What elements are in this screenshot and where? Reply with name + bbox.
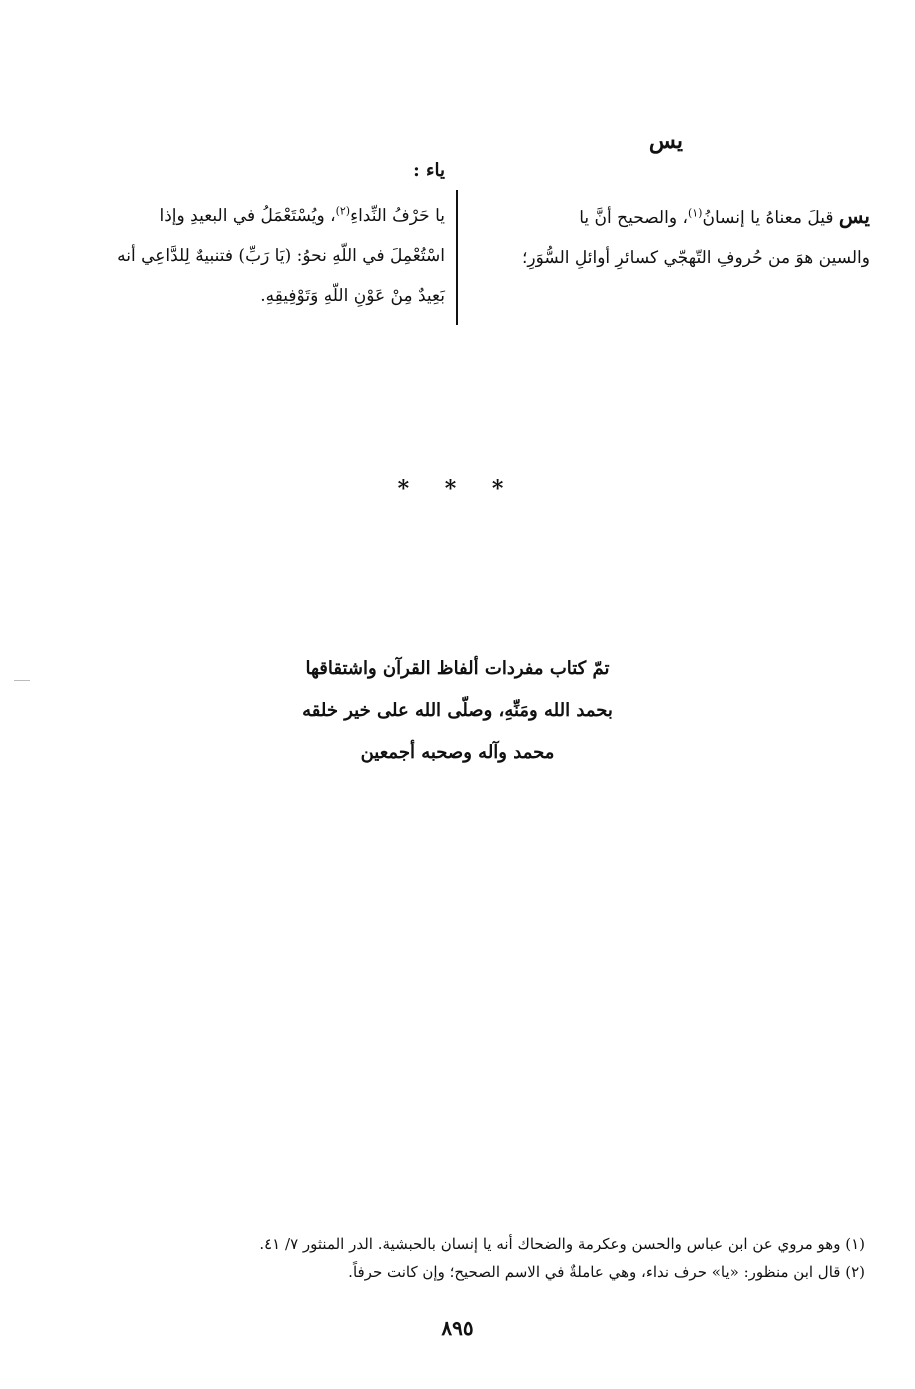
left-column-line-2: اسْتُعْمِلَ في اللّهِ نحوُ: (يَا رَبِّ) فتنبيهٌ لِلدَّاعِي أنه (117, 246, 445, 266)
left-column-line-3: بَعِيدٌ مِنْ عَوْنِ اللّهِ وَتَوْفِيقِهِ. (260, 286, 445, 306)
left-line1-b: ، ويُسْتَعْمَلُ في البعيدِ وإذا (159, 206, 336, 226)
footnote-2: (٢) قال ابن منظور: «يا» حرف نداء، وهي عاملةٌ في الاسم الصحيح؛ وإن كانت حرفاً. (348, 1263, 865, 1281)
left-column-text (25, 196, 445, 316)
right-column-text (465, 196, 870, 278)
margin-mark (14, 680, 30, 681)
colophon (0, 648, 915, 774)
footnote-ref-2[interactable]: (٢) (335, 204, 351, 218)
left-column-line-1 (25, 196, 445, 236)
colophon-line-3: محمد وآله وصحبه أجمعين (360, 742, 555, 763)
footnotes (85, 1230, 865, 1286)
section-separator: * * * (397, 476, 518, 502)
colophon-line-1: تمّ كتاب مفردات ألفاظ القرآن واشتقاقها (305, 658, 610, 679)
entry-word: يس (838, 204, 870, 228)
column-divider (456, 190, 458, 325)
left-line1-a: يا حَرْفُ النِّداءِ (350, 206, 445, 226)
entry-heading-ya: ياء : (413, 160, 445, 181)
footnote-ref-1[interactable]: (١) (687, 206, 703, 220)
right-line1-text: قيلَ معناهُ يا إنسانُ (702, 208, 834, 228)
page-number: ٨٩٥ (441, 1316, 474, 1340)
right-column-line-1 (465, 196, 870, 238)
entry-heading-yasin: يس (648, 128, 683, 154)
footnote-1: (١) وهو مروي عن ابن عباس والحسن وعكرمة والضحاك أنه يا إنسان بالحبشية. الدر المنثور ٧/ ٤١. (259, 1235, 865, 1253)
right-column-line-2: والسين هوَ من حُروفِ التّهجّي كسائرِ أوائلِ السُّوَرِ؛ (522, 248, 870, 268)
right-line1-rest: ، والصحيح أنَّ يا (579, 208, 688, 228)
colophon-line-2: بحمد الله ومَنِّهِ، وصلّى الله على خير خلقه (302, 700, 613, 721)
